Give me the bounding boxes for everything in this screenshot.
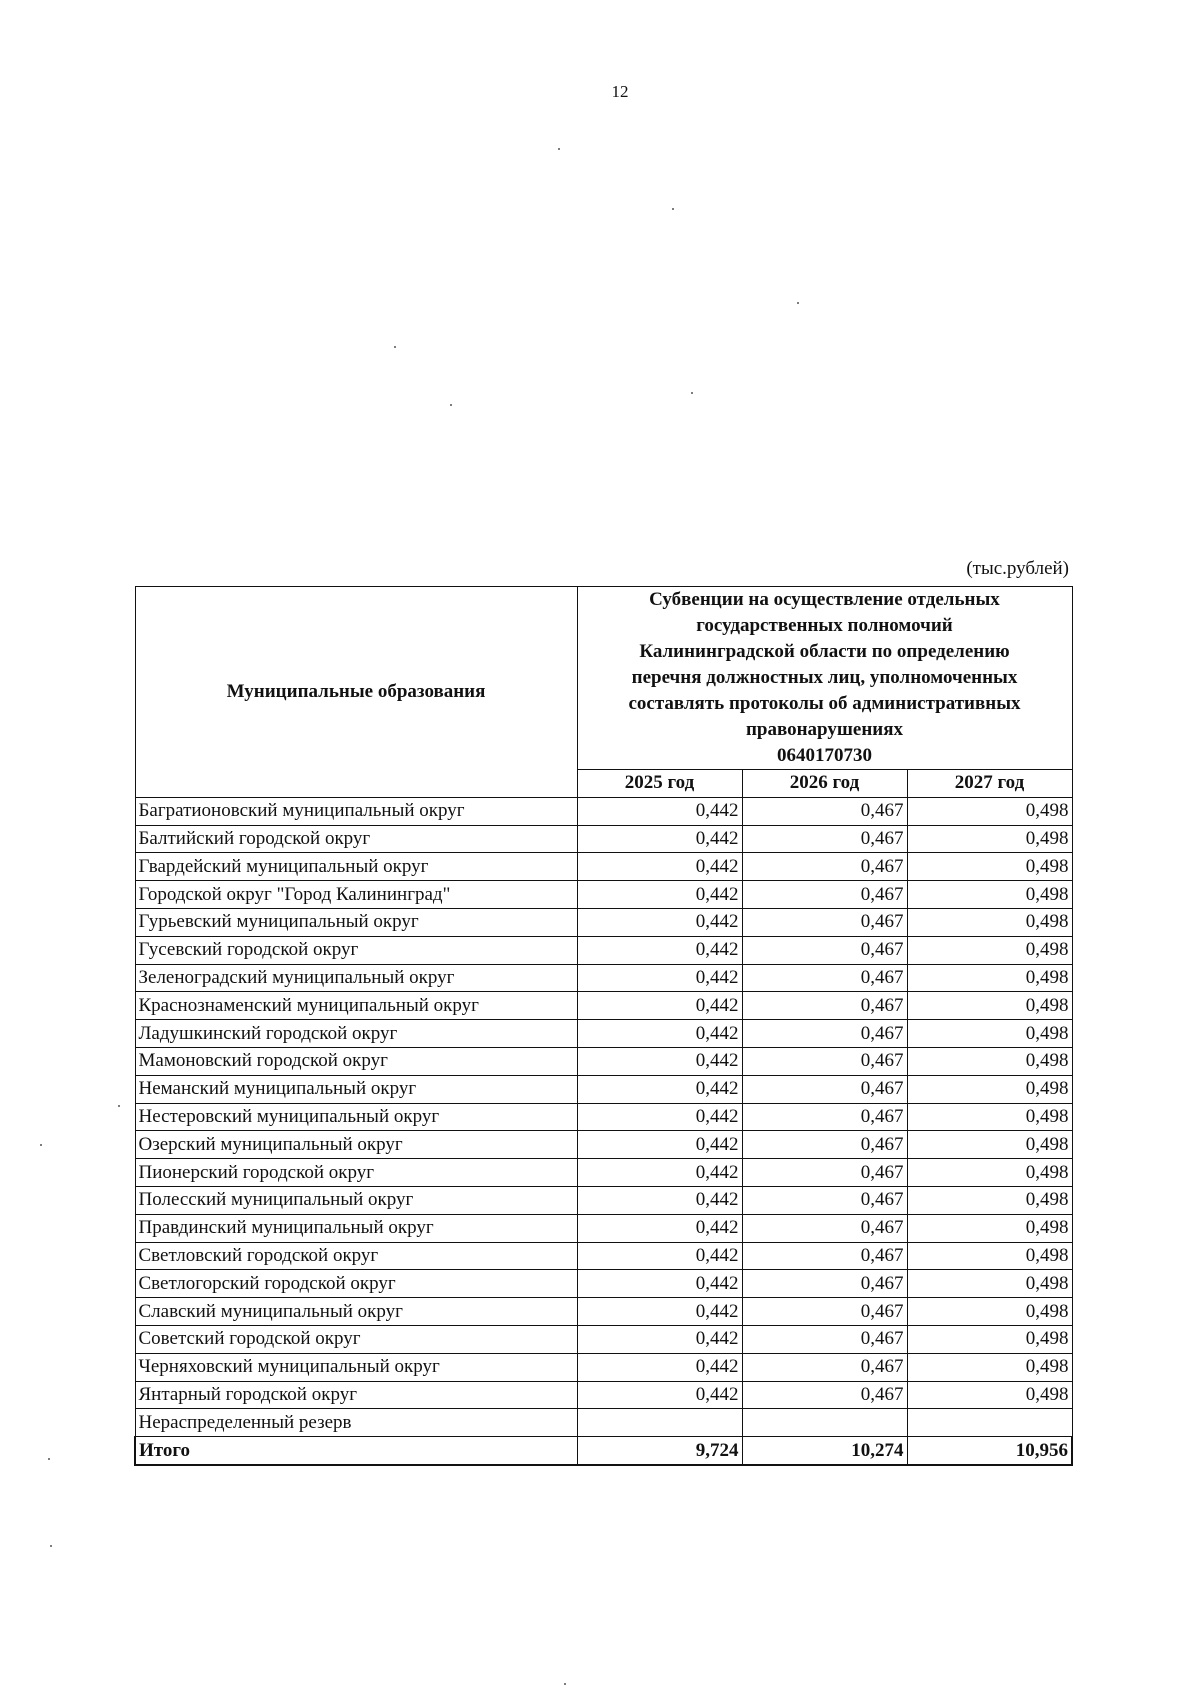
municipality-name: Правдинский муниципальный округ [135,1214,577,1242]
municipality-name: Багратионовский муниципальный округ [135,797,577,825]
subvention-table [134,586,1073,1466]
scan-speck [558,148,560,150]
value-2025: 0,442 [577,1131,742,1159]
municipality-name: Янтарный городской округ [135,1381,577,1409]
value-2026: 0,467 [742,797,907,825]
value-2025: 0,442 [577,1075,742,1103]
value-2025: 0,442 [577,1020,742,1048]
value-2025: 0,442 [577,1186,742,1214]
title-line: Субвенции на осуществление отдельных [649,589,1000,610]
municipality-name: Советский городской округ [135,1325,577,1353]
value-2027: 0,498 [907,1214,1072,1242]
value-2025: 0,442 [577,1298,742,1326]
value-2027: 0,498 [907,1131,1072,1159]
value-2025: 0,442 [577,936,742,964]
total-2025: 9,724 [577,1437,742,1465]
table-row [135,1103,1072,1131]
table-row [135,1020,1072,1048]
value-2027: 0,498 [907,964,1072,992]
table-row [135,1159,1072,1187]
municipality-name: Озерский муниципальный округ [135,1131,577,1159]
scan-speck [50,1545,52,1547]
value-2026: 0,467 [742,1131,907,1159]
subvention-title-header [577,587,1072,770]
value-2025: 0,442 [577,1159,742,1187]
value-2026: 0,467 [742,1186,907,1214]
scan-speck [797,302,799,304]
scan-speck [40,1144,42,1146]
table-row [135,825,1072,853]
title-line: перечня должностных лиц, уполномоченных [631,667,1018,688]
table-row [135,1075,1072,1103]
title-line: Калининградской области по определению [639,641,1010,662]
table-row [135,1186,1072,1214]
table-row [135,908,1072,936]
value-2027: 0,498 [907,1103,1072,1131]
table-row [135,853,1072,881]
table-row [135,1298,1072,1326]
value-2026: 0,467 [742,992,907,1020]
value-2026: 0,467 [742,964,907,992]
value-2026: 0,467 [742,1298,907,1326]
municipality-name: Балтийский городской округ [135,825,577,853]
value-2025: 0,442 [577,1214,742,1242]
municipality-name: Краснознаменский муниципальный округ [135,992,577,1020]
value-2027: 0,498 [907,1047,1072,1075]
value-2027: 0,498 [907,1020,1072,1048]
value-2027: 0,498 [907,853,1072,881]
value-2027: 0,498 [907,881,1072,909]
table-row [135,881,1072,909]
value-2026: 0,467 [742,1270,907,1298]
municipality-name: Светловский городской округ [135,1242,577,1270]
table-row [135,1131,1072,1159]
value-2025: 0,442 [577,825,742,853]
total-2026: 10,274 [742,1437,907,1465]
value-2027: 0,498 [907,936,1072,964]
table-row [135,992,1072,1020]
municipality-name: Гвардейский муниципальный округ [135,853,577,881]
value-2027: 0,498 [907,825,1072,853]
value-2026: 0,467 [742,936,907,964]
table-row [135,936,1072,964]
table-row [135,964,1072,992]
value-2025: 0,442 [577,992,742,1020]
year-header-2025: 2025 год [577,770,742,798]
value-2027: 0,498 [907,797,1072,825]
municipality-name: Нераспределенный резерв [135,1409,577,1437]
value-2026: 0,467 [742,1047,907,1075]
title-line: правонарушениях [745,719,904,740]
value-2025: 0,442 [577,1047,742,1075]
value-2027: 0,498 [907,908,1072,936]
value-2026: 0,467 [742,1103,907,1131]
municipality-name: Черняховский муниципальный округ [135,1353,577,1381]
table-row [135,1353,1072,1381]
municipality-name: Полесский муниципальный округ [135,1186,577,1214]
value-2025: 0,442 [577,1270,742,1298]
value-2026: 0,467 [742,1159,907,1187]
municipality-name: Нестеровский муниципальный округ [135,1103,577,1131]
value-2025: 0,442 [577,853,742,881]
value-2027: 0,498 [907,1270,1072,1298]
table-row [135,1409,1072,1437]
value-2026: 0,467 [742,881,907,909]
table-row [135,1325,1072,1353]
total-label: Итого [135,1437,577,1465]
value-2027: 0,498 [907,1186,1072,1214]
value-2026: 0,467 [742,1242,907,1270]
table-row [135,1381,1072,1409]
value-2026: 0,467 [742,908,907,936]
value-2025: 0,442 [577,881,742,909]
table-row [135,1242,1072,1270]
value-2025 [577,1409,742,1437]
municipality-name: Светлогорский городской округ [135,1270,577,1298]
value-2025: 0,442 [577,964,742,992]
municipality-name: Славский муниципальный округ [135,1298,577,1326]
value-2025: 0,442 [577,1381,742,1409]
value-2027: 0,498 [907,1159,1072,1187]
year-header-2027: 2027 год [907,770,1072,798]
value-2027: 0,498 [907,1381,1072,1409]
scan-speck [118,1105,120,1107]
municipality-name: Мамоновский городской округ [135,1047,577,1075]
year-header-2026: 2026 год [742,770,907,798]
municipality-name: Гурьевский муниципальный округ [135,908,577,936]
table-row [135,1214,1072,1242]
total-2027: 10,956 [907,1437,1072,1465]
value-2027: 0,498 [907,1325,1072,1353]
table-header-row [135,587,1072,770]
value-2027: 0,498 [907,992,1072,1020]
value-2026: 0,467 [742,825,907,853]
municipality-name: Неманский муниципальный округ [135,1075,577,1103]
table-row [135,1270,1072,1298]
value-2026 [742,1409,907,1437]
budget-code: 0640170730 [777,745,872,766]
title-line: составлять протоколы об административных [628,693,1021,714]
municipality-name: Пионерский городской округ [135,1159,577,1187]
scan-speck [564,1683,566,1685]
value-2025: 0,442 [577,1103,742,1131]
units-label: (тыс.рублей) [966,558,1069,579]
table-body [135,797,1072,1436]
value-2025: 0,442 [577,1242,742,1270]
municipality-name: Гусевский городской округ [135,936,577,964]
value-2026: 0,467 [742,1214,907,1242]
value-2025: 0,442 [577,1353,742,1381]
value-2027: 0,498 [907,1242,1072,1270]
value-2026: 0,467 [742,1353,907,1381]
value-2025: 0,442 [577,1325,742,1353]
table-row [135,797,1072,825]
value-2026: 0,467 [742,1075,907,1103]
table-row [135,1047,1072,1075]
value-2027: 0,498 [907,1075,1072,1103]
value-2026: 0,467 [742,853,907,881]
value-2027: 0,498 [907,1298,1072,1326]
municipality-name: Городской округ "Город Калининград" [135,881,577,909]
municipality-name: Ладушкинский городской округ [135,1020,577,1048]
scan-speck [672,208,674,210]
value-2026: 0,467 [742,1325,907,1353]
municipal-header: Муниципальные образования [135,587,577,798]
municipality-name: Зеленоградский муниципальный округ [135,964,577,992]
value-2025: 0,442 [577,908,742,936]
title-line: государственных полномочий [696,615,953,636]
scan-speck [394,346,396,348]
scan-speck [691,392,693,394]
scan-speck [48,1458,50,1460]
value-2027: 0,498 [907,1353,1072,1381]
total-row [135,1437,1072,1465]
value-2027 [907,1409,1072,1437]
page-number: 12 [611,82,629,101]
value-2025: 0,442 [577,797,742,825]
value-2026: 0,467 [742,1381,907,1409]
scan-speck [450,404,452,406]
value-2026: 0,467 [742,1020,907,1048]
